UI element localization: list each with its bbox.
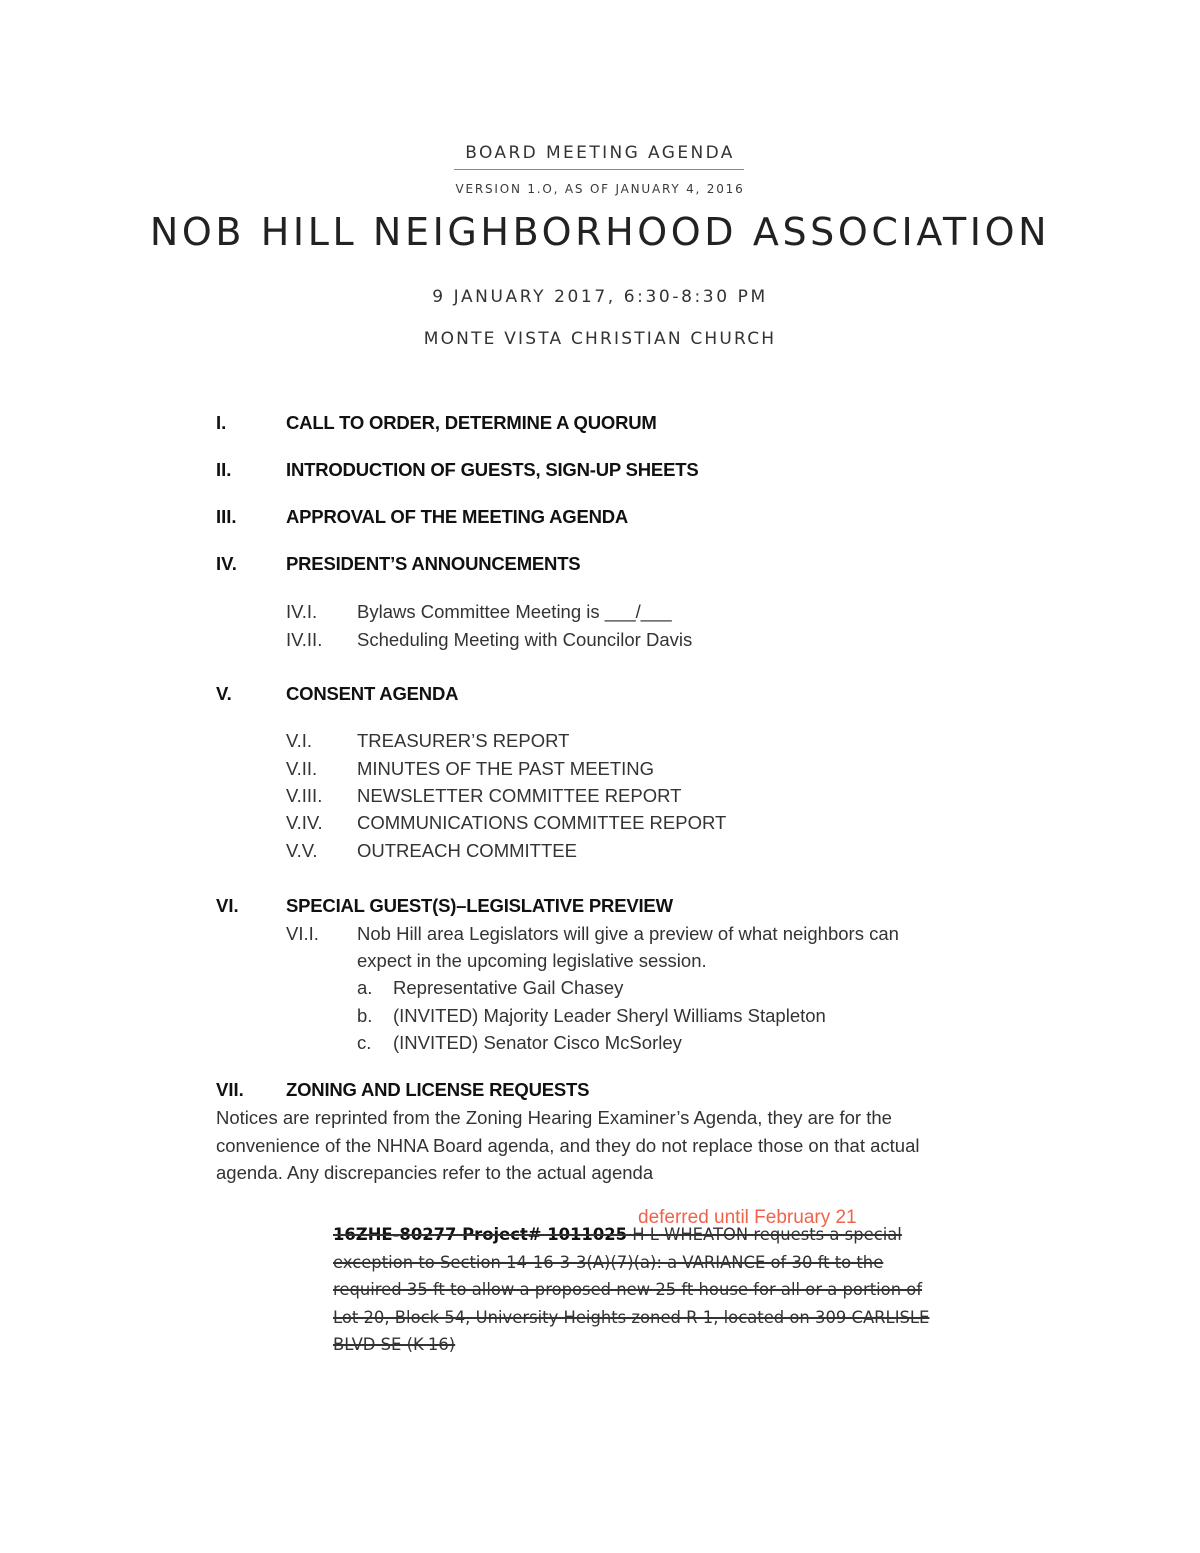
document-type-heading: BOARD MEETING AGENDA: [465, 143, 735, 163]
subitem-text: OUTREACH COMMITTEE: [357, 840, 577, 861]
zoning-case-line: required 35 ft to allow a proposed new 25 ft house for all or a portion of: [333, 1280, 923, 1299]
section-title: INTRODUCTION OF GUESTS, SIGN-UP SHEETS: [286, 459, 699, 480]
guest-name: Representative Gail Chasey: [393, 977, 624, 998]
list-letter: a.: [357, 977, 373, 998]
subitem-text: COMMUNICATIONS COMMITTEE REPORT: [357, 812, 727, 833]
subitem-text: Scheduling Meeting with Councilor Davis: [357, 629, 693, 650]
subitem-text: TREASURER’S REPORT: [357, 730, 570, 751]
guest-name: (INVITED) Majority Leader Sheryl Williams Stapleton: [393, 1005, 826, 1026]
subitem-text: NEWSLETTER COMMITTEE REPORT: [357, 785, 682, 806]
section-title: APPROVAL OF THE MEETING AGENDA: [286, 506, 629, 527]
meeting-date-time: 9 JANUARY 2017, 6:30-8:30 PM: [432, 287, 768, 307]
subitem-number: V.I.: [286, 730, 313, 751]
zoning-notice-paragraph: [216, 1104, 996, 1187]
section-title: ZONING AND LICENSE REQUESTS: [286, 1079, 590, 1100]
zoning-case-id: 16ZHE-80277 Project# 1011025: [333, 1225, 628, 1244]
section-number: II.: [216, 459, 232, 480]
section-title: CONSENT AGENDA: [286, 683, 459, 704]
section-number: IV.: [216, 553, 237, 574]
zoning-case-struck: [333, 1221, 993, 1359]
organization-title: NOB HILL NEIGHBORHOOD ASSOCIATION: [149, 210, 1051, 254]
section-number: I.: [216, 412, 227, 433]
list-letter: b.: [357, 1005, 373, 1026]
notice-line: agenda. Any discrepancies refer to the actual agenda: [216, 1162, 654, 1183]
section-number: V.: [216, 683, 232, 704]
guest-list-item: [357, 977, 623, 999]
section-title: CALL TO ORDER, DETERMINE A QUORUM: [286, 412, 657, 433]
guest-list-item: [357, 1032, 682, 1054]
zoning-case-line: BLVD SE (K-16): [333, 1335, 456, 1354]
section-title: PRESIDENT’S ANNOUNCEMENTS: [286, 553, 581, 574]
heading-underline: [454, 169, 744, 170]
subitem-text: Bylaws Committee Meeting is ___/___: [357, 601, 672, 622]
subitem-number: V.V.: [286, 840, 318, 861]
version-line: VERSION 1.O, AS OF JANUARY 4, 2016: [455, 182, 745, 196]
list-letter: c.: [357, 1032, 372, 1053]
section-number: III.: [216, 506, 237, 527]
zoning-case-line: H L WHEATON requests a special: [627, 1225, 902, 1244]
meeting-location: MONTE VISTA CHRISTIAN CHURCH: [423, 329, 777, 349]
subitem-number: IV.II.: [286, 629, 323, 650]
notice-line: convenience of the NHNA Board agenda, and they do not replace those on that actual: [216, 1134, 920, 1156]
section-title: SPECIAL GUEST(S)–LEGISLATIVE PREVIEW: [286, 895, 673, 916]
notice-line: Notices are reprinted from the Zoning Hearing Examiner’s Agenda, they are for the: [216, 1107, 892, 1128]
subitem-number: IV.I.: [286, 601, 318, 622]
subitem-text: Nob Hill area Legislators will give a preview of what neighbors can: [357, 923, 899, 944]
subitem-number: V.III.: [286, 785, 323, 806]
guest-name: (INVITED) Senator Cisco McSorley: [393, 1032, 682, 1053]
zoning-case-line: Lot 20, Block 54, University Heights zoned R-1, located on 309 CARLISLE: [333, 1307, 930, 1327]
subitem-number: V.II.: [286, 758, 318, 779]
section-number: VI.: [216, 895, 239, 916]
zoning-case-line: exception to Section 14-16-3-3(A)(7)(a): a VARIANCE of 30 ft to the: [333, 1252, 884, 1272]
deferred-annotation: deferred until February 21: [638, 1207, 857, 1228]
guest-list-item: [357, 1005, 826, 1027]
subitem-number: VI.I.: [286, 923, 319, 944]
subitem-text-continued: expect in the upcoming legislative session.: [357, 950, 707, 971]
section-number: VII.: [216, 1079, 244, 1100]
subitem-text: MINUTES OF THE PAST MEETING: [357, 758, 655, 779]
subitem-number: V.IV.: [286, 812, 323, 833]
